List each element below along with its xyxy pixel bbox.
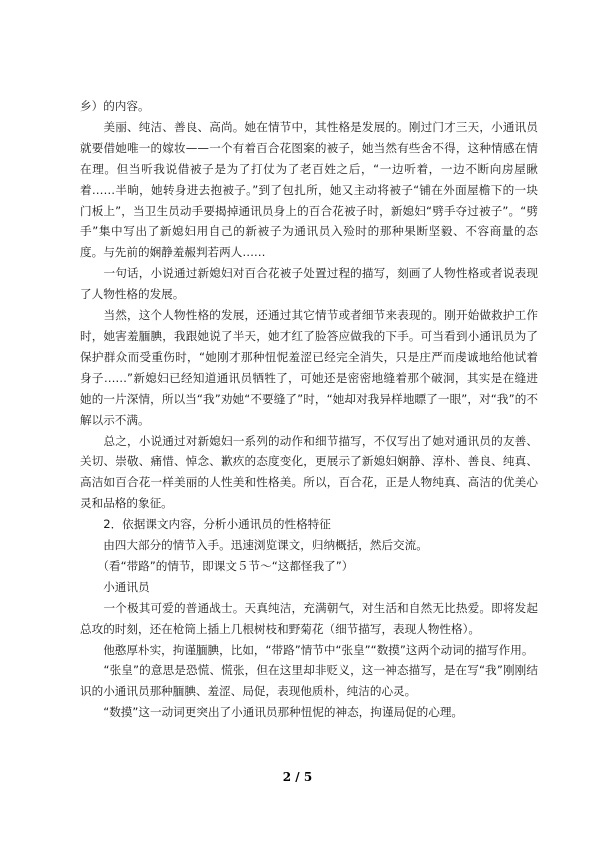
paragraph: “张皇”的意思是恐慌、慌张，但在这里却非贬义，这一神态描写，是在写“我”刚刚结识的小通讯员那种腼腆、羞涩、局促，表现他质朴，纯洁的心灵。 [80, 663, 538, 699]
paragraph: 总之，小说通过对新媳妇一系列的动作和细节描写，不仅写出了她对通讯员的友善、关切、崇敬、痛惜、悼念、歉疚的态度变化，更展示了新媳妇娴静、淳朴、善良、纯真、高洁如百合花一样美丽的人性美和性格美。所以，百合花，正是人物纯真、高洁的优美心灵和品格的象征。 [80, 433, 538, 511]
document-body [80, 96, 538, 723]
section-heading: 2．依据课文内容，分析小通讯员的性格特征 [80, 517, 331, 532]
paragraph: 一句话，小说通过新媳妇对百合花被子处置过程的描写，刻画了人物性格或者说表现了人物性格的发展。 [80, 266, 538, 302]
paragraph: 乡）的内容。 [80, 99, 150, 113]
paragraph: 一个极其可爱的普通战士。天真纯洁，充满朝气，对生活和自然无比热爱。即将发起总攻的时刻，还在枪筒上插上几根树枝和野菊花（细节描写，表现人物性格）。 [80, 600, 538, 636]
paragraph: 美丽、纯洁、善良、高尚。她在情节中，其性格是发展的。刚过门才三天，小通讯员就要借她唯一的嫁妆——一个有着百合花图案的被子，她当然有些舍不得，这种情感在情在理。但当听我说借被子是为了打仗为了老百姓之后，“一边听着，一边不断向房屋瞅着……半晌，她转身进去抱被子。”到了包扎所，她又主动将被子“铺在外面屋檐下的一块门板上”，当卫生员动手要揭掉通讯员身上的百合花被子时，新媳妇“劈手夺过被子”。“劈手”集中写出了新媳妇用自己的新被子为通讯员入殓时的那种果断坚毅、不容商量的态度。与先前的娴静羞赧判若两人…… [80, 119, 538, 260]
paragraph: 当然，这个人物性格的发展，还通过其它情节或者细节来表现的。刚开始做救护工作时，她害羞腼腆，我跟她说了半天，她才红了脸答应做我的下手。可当看到小通讯员为了保护群众而受重伤时，“她刚才那种忸怩羞涩已经完全消失，只是庄严而虔诚地给他试着身子……”新媳妇已经知道通讯员牺牲了，可她还是密密地缝着那个破洞，其实是在缝进她的一片深情，所以当“我”劝她“不要缝了”时，“她却对我异样地瞟了一眼”，对“我”的不解以示不满。 [80, 308, 538, 427]
paragraph: “数摸”这一动词更突出了小通讯员那种忸怩的神态，拘谨局促的心理。 [80, 705, 464, 720]
paragraph: （看“带路”的情节，即课文５节～“这都怪我了”） [80, 558, 354, 573]
page-number: 2 / 5 [282, 770, 313, 784]
paragraph: 他憨厚朴实，拘谨腼腆，比如，“带路”情节中“张皇”“数摸”这两个动词的描写作用。 [80, 642, 534, 657]
subheading: 小通讯员 [80, 579, 150, 594]
paragraph: 由四大部分的情节入手。迅速浏览课文，归纳概括，然后交流。 [80, 538, 428, 553]
